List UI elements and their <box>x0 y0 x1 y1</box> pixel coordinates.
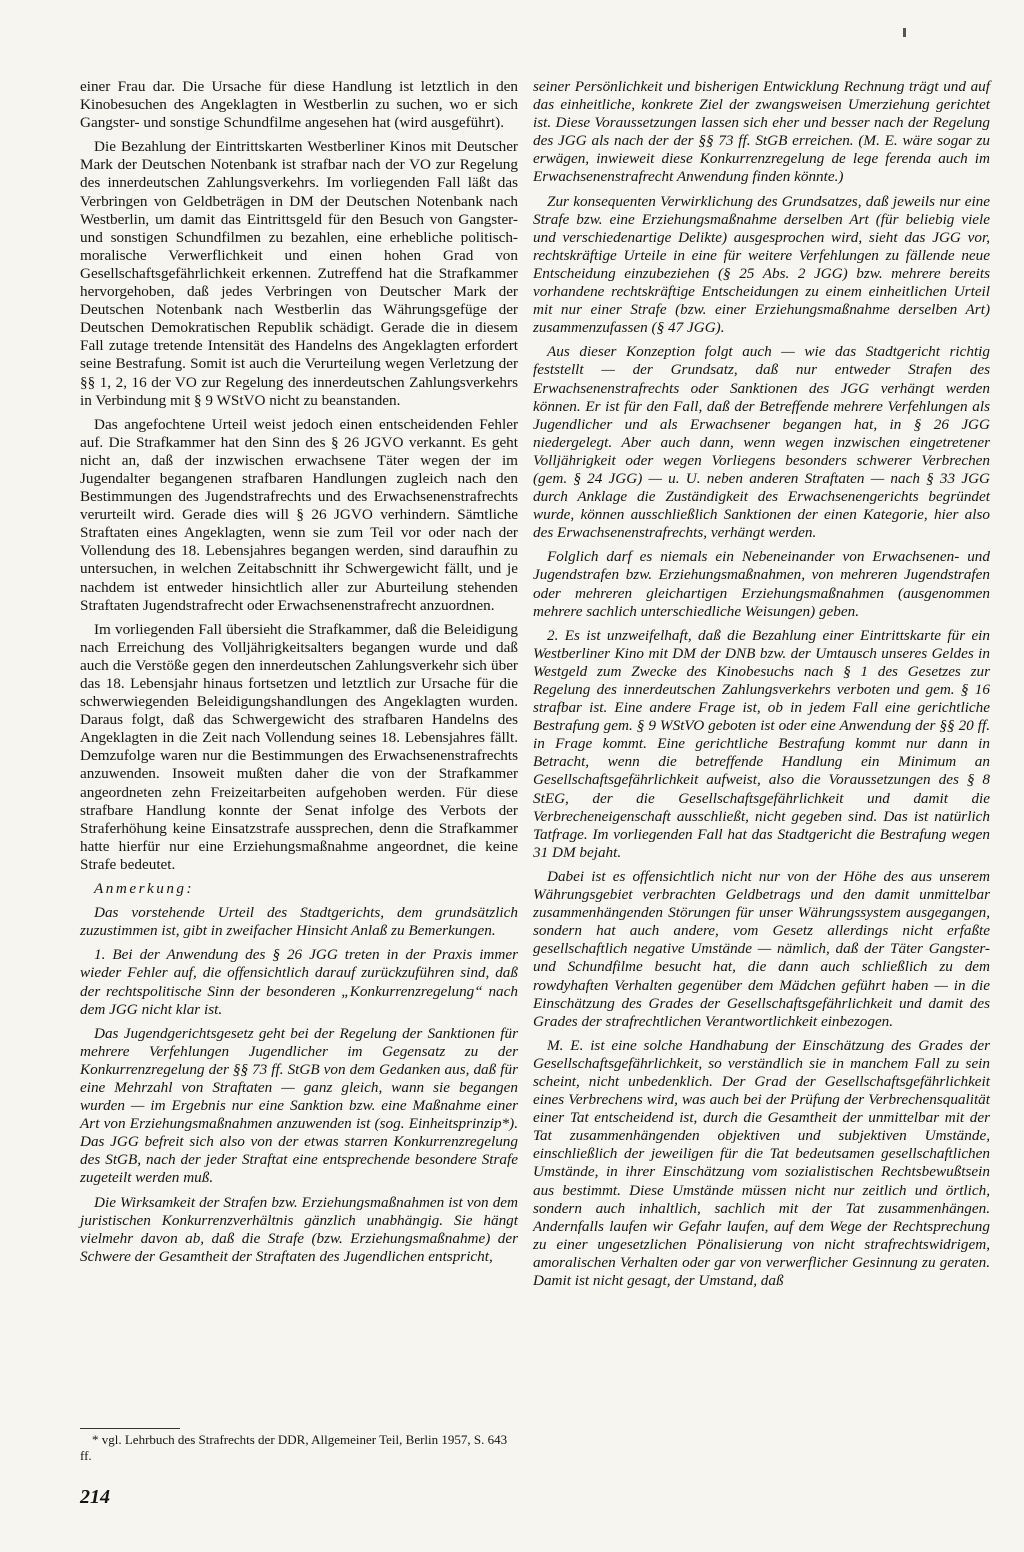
right-paragraph-7: M. E. ist eine solche Handhabung der Einschätzung des Grades der Gesellschaftsgefährlichkeit, so verständlich sie in manchem Fall zu sein scheint, nicht unbedenklich. Der Grad der Gesellschaftsgefährlichkeit eines Verbrechens wird, was auch bei der Prüfung der Verbrechensqualität einer Tat entscheidend ist, durch die Gesamtheit der unmittelbar mit der Tat zusammenhängenden objektiven und subjektiven Umstände, einschließlich der jeweiligen für die Tat bedeutsamen gesellschaftlichen Umstände, in ihrer Einschätzung vom sozialistischen Rechtsbewußtsein aus bestimmt. Diese Umstände müssen nicht nur zeitlich und örtlich, sondern auch inhaltlich, sachlich mit der Tat zusammenhängen. Andernfalls laufen wir Gefahr laufen, auf dem Wege der Rechtsprechung zu einer ungesetzlichen Pönalisierung von nicht strafrechtswidrigem, amoralischen Verhalten oder gar von verwerflicher Gesinnung zu geraten. Damit ist nicht gesagt, der Umstand, daß <box>533 1036 990 1289</box>
right-paragraph-3: Aus dieser Konzeption folgt auch — wie das Stadtgericht richtig feststellt — der Grundsatz, daß nur entweder Strafen des Erwachsenenstrafrechts oder Sanktionen des JGG verhängt werden können. Er ist für den Fall, daß der Betreffende mehrere Verfehlungen als Jugendlicher und als Erwachsener begangen hat, in § 26 JGG niedergelegt. Aber auch dann, wenn wegen inzwischen eingetretener Volljährigkeit oder wegen Vorliegens besonders schwerer Verbrechen (gem. § 24 JGG) — u. U. neben anderen Straftaten — nach § 33 JGG durch Anklage die Zuständigkeit des Erwachsenengerichts begründet wurde, können ausschließlich Sanktionen der einen Kategorie, hier also des Erwachsenenstrafrechts, verhängt werden. <box>533 343 990 542</box>
right-paragraph-5: 2. Es ist unzweifelhaft, daß die Bezahlung einer Eintrittskarte für ein Westberliner Kino mit DM der DNB bzw. der Umtausch unseres Geldes in Westgeld zum Zwecke des Kinobesuchs nach § 1 des Gesetzes zur Regelung des innerdeutschen Zahlungsverkehrs verboten und gem. § 16 strafbar ist. Eine andere Frage ist, ob in jedem Fall eine gerichtliche Bestrafung gem. § 9 WStVO geboten ist oder eine Anwendung der §§ 20 ff. in Frage kommt. Eine gerichtliche Bestrafung kommt nur dann in Betracht, wenn die betreffende Handlung ein Minimum an Gesellschaftsgefährlichkeit aufweist, also die Voraussetzungen des § 8 StEG, der die Gesellschaftsgefährlichkeit und damit die Verbrecheneigenschaft ausschließt, nicht gegeben sind. Das ist natürlich Tatfrage. Im vorliegenden Fall hat das Stadtgericht die Bestrafung wegen 31 DM bejaht. <box>533 626 990 861</box>
margin-mark <box>903 28 906 37</box>
left-paragraph-3: Das angefochtene Urteil weist jedoch einen entscheidenden Fehler auf. Die Strafkammer hat den Sinn des § 26 JGVO verkannt. Es geht nicht an, daß der inzwischen erwachsene Täter wegen der im Jugendalter begangenen strafbaren Handlungen zugleich nach den Bestimmungen des Jugendstrafrechts und des Erwachsenenstrafrechts verurteilt wird. Gerade dies will § 26 JGVO verhindern. Sämtliche Straftaten eines Angeklagten, wenn sie zum Teil vor oder nach der Vollendung des 18. Lebensjahres begangen werden, sind daraufhin zu untersuchen, in welchen Zeitabschnitt ihr Schwergewicht fällt, und je nachdem ist entweder hinsichtlich aller zur Aburteilung stehenden Straftaten Jugendstrafrecht oder Erwachsenenstrafrecht anzuordnen. <box>80 415 518 614</box>
annotation-paragraph-1: Das vorstehende Urteil des Stadtgerichts, dem grundsätzlich zuzustimmen ist, gibt in zweifacher Hinsicht Anlaß zu Bemerkungen. <box>80 904 518 940</box>
annotation-paragraph-4: Die Wirksamkeit der Strafen bzw. Erziehungsmaßnahmen ist von dem juristischen Konkurrenzverhältnis gänzlich unabhängig. Sie hängt vielmehr davon ab, daß die Strafe (bzw. Erziehungsmaßnahme) der Schwere der Gesamtheit der Straftaten des Jugendlichen entspricht, <box>80 1193 518 1265</box>
left-paragraph-1: einer Frau dar. Die Ursache für diese Handlung ist letztlich in den Kinobesuchen des Angeklagten in Westberlin zu suchen, wo er sich Gangster- und sonstige Schundfilme angesehen hat (wird ausgeführt). <box>80 78 518 132</box>
right-paragraph-1: seiner Persönlichkeit und bisherigen Entwicklung Rechnung trägt und auf das einheitliche, konkrete Ziel der zwangsweisen Umerziehung gerichtet ist. Diese Voraussetzungen lassen sich eher und besser nach der Regelung des JGG als nach der der §§ 73 ff. StGB erreichen. (M. E. wäre sogar zu erwägen, inwieweit diese Konkurrenzregelung de lege ferenda auch im Erwachsenenstrafrecht Anwendung finden könnte.) <box>533 78 990 186</box>
right-paragraph-2: Zur konsequenten Verwirklichung des Grundsatzes, daß jeweils nur eine Strafe bzw. eine Erziehungsmaßnahme derselben Art (für beliebig viele und verschiedenartige Delikte) ausgesprochen wird, sieht das JGG vor, rechtskräftige Urteile in eine für weitere Verfehlungen zu fällende neue Entscheidung einzubeziehen (§ 25 Abs. 2 JGG) bzw. mehrere bereits vorhandene rechtskräftige Entscheidungen zu einem einheitlichen Urteil mit nur einer Strafe (bzw. einer Erziehungsmaßnahme derselben Art) zusammenzufassen (§ 47 JGG). <box>533 192 990 337</box>
annotation-section <box>80 880 518 1266</box>
right-column <box>533 78 990 1296</box>
left-column <box>80 78 518 1272</box>
footnote-divider <box>80 1428 180 1429</box>
left-paragraph-4: Im vorliegenden Fall übersieht die Strafkammer, daß die Beleidigung nach Erreichung des Volljährigkeitsalters begangen wurde und daß auch die Verstöße gegen den innerdeutschen Zahlungsverkehr sich über das 18. Lebensjahr hinaus fortsetzen und letztlich zur Ursache für die schwerwiegenden Beleidigungshandlungen des Angeklagten wurden. Daraus folgt, daß das Schwergewicht des strafbaren Handelns des Angeklagten in die Zeit nach Vollendung seines 18. Lebensjahres fällt. Demzufolge waren nur die Bestimmungen des Erwachsenenstrafrechts anzuwenden. Insoweit mußten daher die von der Strafkammer angeordneten zehn Freizeitarbeiten aufgehoben werden. Für diese strafbare Handlung konnte der Senat infolge des Verbots der Straferhöhung keine Einsatzstrafe aussprechen, denn die Strafkammer hatte hierfür nur eine Erziehungsmaßnahme angeordnet, die keine Strafe bedeutet. <box>80 620 518 873</box>
left-paragraph-2: Die Bezahlung der Eintrittskarten Westberliner Kinos mit Deutscher Mark der Deutschen Notenbank ist strafbar nach der VO zur Regelung des innerdeutschen Zahlungsverkehrs. Im vorliegenden Fall läßt das Verbringen von Geldbeträgen in DM der Deutschen Notenbank nach Westberlin, um damit das Eintrittsgeld für den Besuch von Gangster- und sonstigen Schundfilmen zu bezahlen, eine erhebliche politisch-moralische Verwerflichkeit und einen hohen Grad von Gesellschaftsgefährlichkeit erkennen. Zutreffend hat die Strafkammer hervorgehoben, daß jedes Verbringen von Deutscher Mark der Deutschen Notenbank nach Westberlin das Währungsgefüge der Deutschen Demokratischen Republik schädigt. Gerade die in diesem Fall zutage tretende Intensität des Handelns des Angeklagten erfordert seine Bestrafung. Somit ist auch die Verurteilung wegen Verletzung der §§ 1, 2, 16 der VO zur Regelung des innerdeutschen Zahlungsverkehrs in Verbindung mit § 9 WStVO nicht zu beanstanden. <box>80 138 518 409</box>
annotation-heading: Anmerkung: <box>94 880 195 898</box>
footnote: * vgl. Lehrbuch des Strafrechts der DDR, Allgemeiner Teil, Berlin 1957, S. 643 ff. <box>80 1432 508 1463</box>
annotation-paragraph-2: 1. Bei der Anwendung des § 26 JGG treten in der Praxis immer wieder Fehler auf, die offensichtlich darauf zurückzuführen sind, daß der rechtspolitische Sinn der besonderen „Konkurrenzregelung“ nach dem JGG nicht klar ist. <box>80 946 518 1018</box>
right-paragraph-6: Dabei ist es offensichtlich nicht nur von der Höhe des aus unserem Währungsgebiet verbrachten Geldbetrags und den damit unmittelbar zusammenhängenden Störungen für unser Währungssystem ausgegangen, sondern hat auch andere, vom Gesetz allerdings nicht erfaßte gesellschaftlich negative Umstände — nämlich, daß der Täter Gangster- und Schundfilme besucht hat, die dann auch schließlich zu dem rowdyhaften Verhalten gegenüber dem Mädchen geführt haben — in die Einschätzung des Grades der Gesellschaftsgefährlichkeit und damit des Grades der strafrechtlichen Verantwortlichkeit einbezogen. <box>533 867 990 1030</box>
right-paragraph-4: Folglich darf es niemals ein Nebeneinander von Erwachsenen- und Jugendstrafen bzw. Erziehungsmaßnahmen, von mehreren Jugendstrafen oder mehreren gleichartigen Erziehungsmaßnahmen (ausgenommen mehrere sachlich unterschiedliche Weisungen) geben. <box>533 548 990 620</box>
annotation-paragraph-3: Das Jugendgerichtsgesetz geht bei der Regelung der Sanktionen für mehrere Verfehlungen Jugendlicher im Gegensatz zu der Konkurrenzregelung der §§ 73 ff. StGB von dem Gedanken aus, daß für eine Mehrzahl von Straftaten — ganz gleich, wann sie begangen wurden — im Ergebnis nur eine Sanktion bzw. eine Maßnahme einer Art von Erziehungsmaßnahmen anzuwenden ist (sog. Einheitsprinzip*). Das JGG befreit sich also von der etwas starren Konkurrenzregelung des StGB, nach der jeder Straftat eine entsprechende besondere Strafe zugeteilt werden muß. <box>80 1024 518 1187</box>
page-number: 214 <box>80 1486 110 1508</box>
